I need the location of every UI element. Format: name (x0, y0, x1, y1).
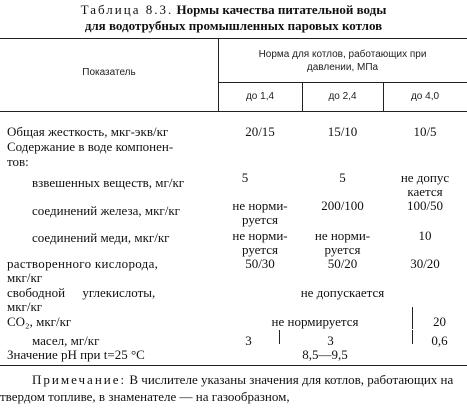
header-col-3: до 4,0 (410, 91, 440, 102)
cell-co2-merged: не допускается (300, 285, 385, 300)
header-group-line1: Норма для котлов, работающих при (258, 49, 427, 60)
row-label-co2-2: CO₂, мкг/кг (7, 314, 72, 329)
header-bottom-rule (0, 111, 467, 112)
content-heading-line2: тов: (7, 154, 29, 169)
cell-suspended-3a: не допус (400, 170, 450, 185)
cell-iron-1a: не норми- (232, 198, 288, 213)
table-note (0, 371, 467, 405)
row-label-oxygen-line1: растворенного кислорода, (7, 256, 159, 271)
table-title-line1: Нормы качества питательной воды (176, 2, 387, 17)
row-label-suspended: взвешенных веществ, мг/кг (32, 175, 185, 190)
table-title-line2-wrap (0, 18, 467, 34)
header-indicator: Показатель (82, 67, 136, 78)
oil-divider-1 (279, 330, 280, 344)
table-top-rule (0, 38, 467, 39)
cell-suspended-3b: кается (407, 184, 443, 199)
cell-oil-2: 3 (327, 333, 334, 348)
row-label-iron: соединений железа, мкг/кг (32, 203, 180, 218)
cell-copper-1b: руется (241, 242, 279, 257)
header-group-rule (218, 82, 467, 83)
cell-ph-merged: 8,5—9,5 (302, 347, 348, 362)
cell-iron-3: 100/50 (406, 198, 444, 213)
cell-oil-3: 0,6 (431, 333, 448, 348)
cell-oxygen-1: 50/30 (245, 256, 275, 271)
cell-hardness-2: 15/10 (327, 124, 358, 139)
cell-hardness-3: 10/5 (413, 124, 437, 139)
table-bottom-rule (0, 365, 467, 366)
row-label-copper: соединений меди, мкг/кг (32, 230, 170, 245)
cell-iron-2: 200/100 (321, 198, 364, 213)
cell-copper-2b: руется (324, 242, 361, 257)
table-title (0, 2, 467, 18)
cell-hardness-1: 20/15 (245, 124, 275, 139)
note-heading: Примечание: (32, 372, 127, 387)
row-label-co2-line2: мкг/кг (7, 299, 43, 314)
cell-copper-2a: не норми- (314, 228, 371, 243)
row-label-oil: масел, мг/кг (32, 333, 100, 348)
note-text: В числителе указаны значения для котлов, работающих на твердом топливе, в знаменателе — на газообразном, (0, 372, 454, 404)
cell-copper-3: 10 (418, 228, 432, 243)
table-title-line2: для водотрубных промышленных паровых котлов (84, 18, 383, 33)
content-heading-line1: Содержание в воде компонен- (7, 139, 174, 154)
row-label-ph: Значение pH при t=25 °C (7, 347, 145, 362)
cell-co2-2-3: 20 (433, 314, 446, 329)
header-col-1: до 1,4 (245, 91, 275, 102)
cell-oxygen-3: 30/20 (410, 256, 440, 271)
cell-iron-1b: руется (241, 212, 279, 227)
cell-co2-2-merged: не нормируется (271, 314, 359, 329)
table-number: Таблица 8.3. (80, 2, 174, 17)
cell-suspended-1: 5 (241, 170, 249, 185)
cell-oxygen-2: 50/20 (327, 256, 358, 271)
row-label-oxygen-line2: мкг/кг (7, 270, 43, 285)
cell-suspended-2: 5 (339, 170, 346, 185)
row-label-hardness: Общая жесткость, мкг-экв/кг (7, 124, 169, 139)
cell-copper-1a: не норми- (232, 228, 288, 243)
cell-oil-1: 3 (245, 333, 252, 348)
header-group-line2: давлении, МПа (306, 62, 379, 73)
header-col-2: до 2,4 (328, 91, 357, 102)
row-label-co2-line1: свободной углекислоты, (7, 285, 156, 300)
